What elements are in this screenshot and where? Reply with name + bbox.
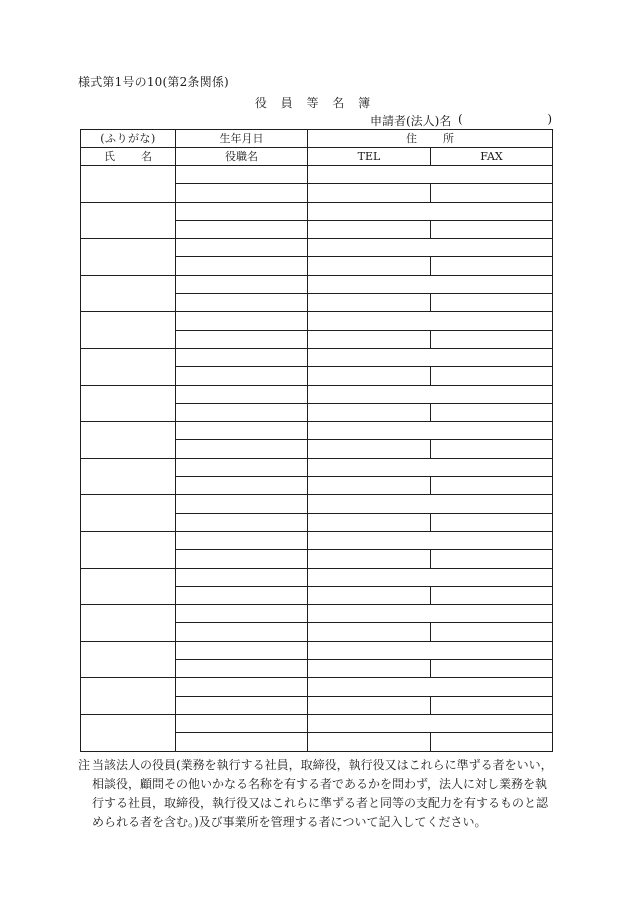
birthdate-cell[interactable] [176, 531, 308, 549]
fax-cell[interactable] [431, 257, 553, 275]
footnote-text: 当該法人の役員(業務を執行する社員，取締役，執行役又はこれらに準ずる者をいい，相談役，顧問その他いかなる名称を有する者であるかを問わず，法人に対し業務を執行する社員，取締役，執行役又はこれらに準ずる者と同等の支配力を有するものと認められる者を含む。)及び事業所を管理する者について記入してください。 [92, 758, 553, 829]
header-row-2 [81, 148, 553, 166]
address-cell[interactable] [308, 166, 553, 184]
header-fax: FAX [431, 148, 553, 166]
tel-cell[interactable] [308, 586, 431, 604]
header-birthdate: 生年月日 [176, 130, 308, 148]
fax-cell[interactable] [431, 696, 553, 714]
fax-cell[interactable] [431, 367, 553, 385]
officer-roster-table [80, 129, 553, 752]
header-position: 役職名 [176, 148, 308, 166]
fax-cell[interactable] [431, 660, 553, 678]
position-cell[interactable] [176, 623, 308, 641]
entry-row-top [81, 641, 553, 659]
tel-cell[interactable] [308, 513, 431, 531]
address-cell[interactable] [308, 641, 553, 659]
name-cell[interactable] [81, 275, 176, 312]
address-cell[interactable] [308, 714, 553, 732]
address-cell[interactable] [308, 605, 553, 623]
entry-row-top [81, 385, 553, 403]
birthdate-cell[interactable] [176, 495, 308, 513]
position-cell[interactable] [176, 403, 308, 421]
position-cell[interactable] [176, 440, 308, 458]
entry-row-top [81, 166, 553, 184]
position-cell[interactable] [176, 696, 308, 714]
entry-row-top [81, 678, 553, 696]
position-cell[interactable] [176, 660, 308, 678]
birthdate-cell[interactable] [176, 678, 308, 696]
fax-cell[interactable] [431, 294, 553, 312]
position-cell[interactable] [176, 220, 308, 238]
tel-cell[interactable] [308, 403, 431, 421]
header-name [81, 148, 176, 166]
entry-row-top [81, 458, 553, 476]
position-cell[interactable] [176, 367, 308, 385]
tel-cell[interactable] [308, 733, 431, 751]
position-cell[interactable] [176, 733, 308, 751]
name-cell[interactable] [81, 495, 176, 532]
address-cell[interactable] [308, 312, 553, 330]
birthdate-cell[interactable] [176, 385, 308, 403]
birthdate-cell[interactable] [176, 458, 308, 476]
fax-cell[interactable] [431, 440, 553, 458]
birthdate-cell[interactable] [176, 348, 308, 366]
name-cell[interactable] [81, 605, 176, 642]
entry-row-top [81, 312, 553, 330]
entry-row-top [81, 531, 553, 549]
footnote [78, 756, 554, 832]
position-cell[interactable] [176, 184, 308, 202]
header-tel: TEL [308, 148, 431, 166]
tel-cell[interactable] [308, 330, 431, 348]
tel-cell[interactable] [308, 660, 431, 678]
header-name-part1: 氏 [104, 150, 115, 163]
applicant-name-line [370, 112, 552, 128]
position-cell[interactable] [176, 513, 308, 531]
fax-cell[interactable] [431, 586, 553, 604]
address-cell[interactable] [308, 678, 553, 696]
tel-cell[interactable] [308, 257, 431, 275]
fax-cell[interactable] [431, 733, 553, 751]
name-cell[interactable] [81, 641, 176, 678]
name-cell[interactable] [81, 422, 176, 459]
applicant-open-paren: ( [458, 112, 463, 126]
tel-cell[interactable] [308, 623, 431, 641]
name-cell[interactable] [81, 385, 176, 422]
footnote-mark: 注 [78, 758, 91, 772]
name-cell[interactable] [81, 202, 176, 239]
name-cell[interactable] [81, 166, 176, 203]
entry-row-top [81, 568, 553, 586]
tel-cell[interactable] [308, 440, 431, 458]
position-cell[interactable] [176, 550, 308, 568]
entry-row-top [81, 714, 553, 732]
form-code: 様式第1号の10(第2条関係) [78, 75, 229, 89]
birthdate-cell[interactable] [176, 605, 308, 623]
birthdate-cell[interactable] [176, 275, 308, 293]
position-cell[interactable] [176, 477, 308, 495]
birthdate-cell[interactable] [176, 312, 308, 330]
tel-cell[interactable] [308, 220, 431, 238]
position-cell[interactable] [176, 586, 308, 604]
header-address [308, 130, 553, 148]
name-cell[interactable] [81, 312, 176, 349]
position-cell[interactable] [176, 294, 308, 312]
entry-row-top [81, 495, 553, 513]
address-cell[interactable] [308, 385, 553, 403]
name-cell[interactable] [81, 531, 176, 568]
address-cell[interactable] [308, 275, 553, 293]
birthdate-cell[interactable] [176, 568, 308, 586]
fax-cell[interactable] [431, 220, 553, 238]
tel-cell[interactable] [308, 696, 431, 714]
fax-cell[interactable] [431, 623, 553, 641]
header-address-part2: 所 [443, 132, 454, 145]
address-cell[interactable] [308, 348, 553, 366]
fax-cell[interactable] [431, 477, 553, 495]
fax-cell[interactable] [431, 184, 553, 202]
tel-cell[interactable] [308, 184, 431, 202]
birthdate-cell[interactable] [176, 714, 308, 732]
entry-row-top [81, 605, 553, 623]
address-cell[interactable] [308, 458, 553, 476]
name-cell[interactable] [81, 458, 176, 495]
document-title: 役 員 等 名 簿 [254, 96, 376, 110]
header-address-part1: 住 [406, 132, 417, 145]
name-cell[interactable] [81, 348, 176, 385]
name-cell[interactable] [81, 714, 176, 751]
address-cell[interactable] [308, 202, 553, 220]
tel-cell[interactable] [308, 367, 431, 385]
fax-cell[interactable] [431, 403, 553, 421]
applicant-close-paren: ) [547, 112, 552, 126]
name-cell[interactable] [81, 239, 176, 276]
address-cell[interactable] [308, 531, 553, 549]
applicant-label: 申請者(法人)名 [370, 114, 452, 128]
name-cell[interactable] [81, 568, 176, 605]
birthdate-cell[interactable] [176, 239, 308, 257]
tel-cell[interactable] [308, 294, 431, 312]
address-cell[interactable] [308, 568, 553, 586]
header-row-1 [81, 130, 553, 148]
birthdate-cell[interactable] [176, 202, 308, 220]
header-furigana: (ふりがな) [81, 130, 176, 148]
address-cell[interactable] [308, 495, 553, 513]
header-name-part2: 名 [141, 150, 152, 163]
tel-cell[interactable] [308, 477, 431, 495]
entry-row-top [81, 275, 553, 293]
fax-cell[interactable] [431, 513, 553, 531]
birthdate-cell[interactable] [176, 641, 308, 659]
fax-cell[interactable] [431, 330, 553, 348]
name-cell[interactable] [81, 678, 176, 715]
fax-cell[interactable] [431, 550, 553, 568]
position-cell[interactable] [176, 257, 308, 275]
birthdate-cell[interactable] [176, 422, 308, 440]
birthdate-cell[interactable] [176, 166, 308, 184]
entry-row-top [81, 422, 553, 440]
entry-row-top [81, 239, 553, 257]
tel-cell[interactable] [308, 550, 431, 568]
address-cell[interactable] [308, 239, 553, 257]
position-cell[interactable] [176, 330, 308, 348]
entry-row-top [81, 202, 553, 220]
entry-row-top [81, 348, 553, 366]
address-cell[interactable] [308, 422, 553, 440]
